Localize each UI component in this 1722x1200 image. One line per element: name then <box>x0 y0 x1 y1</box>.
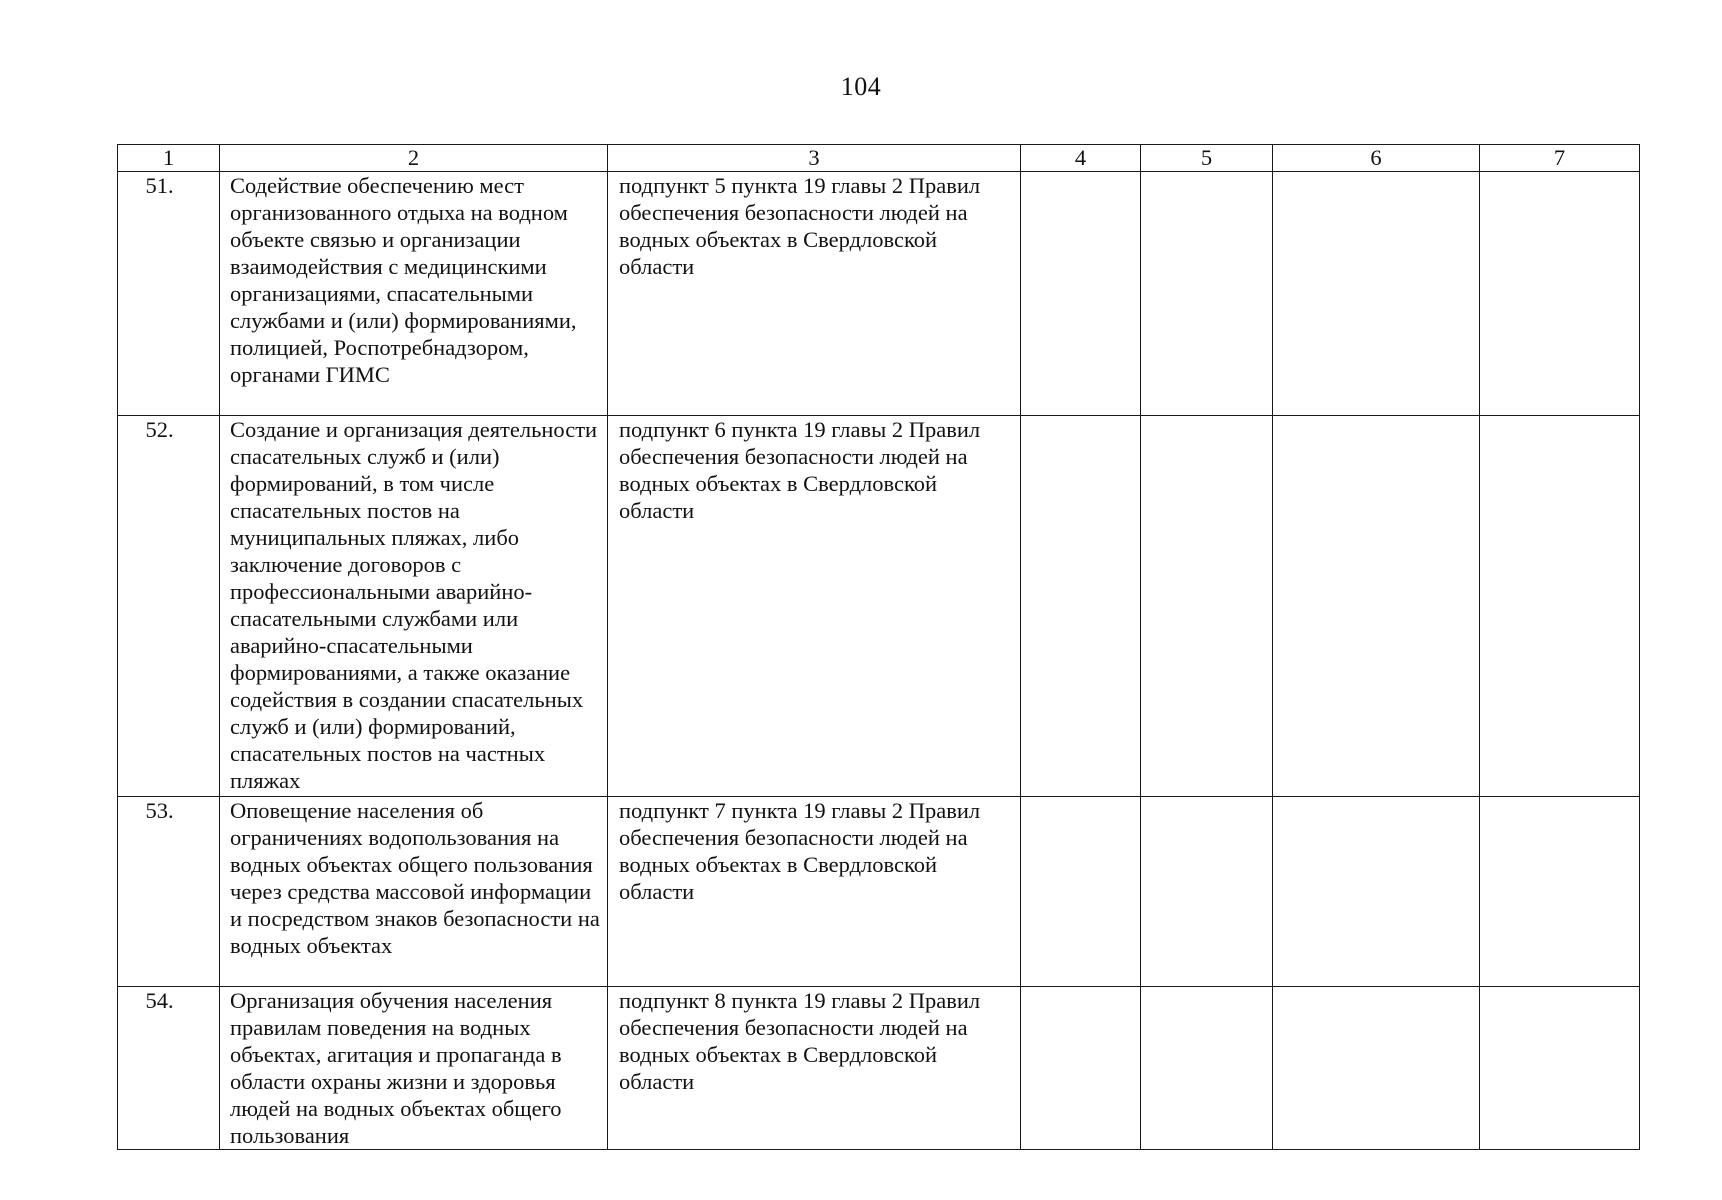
cell-col-5 <box>1141 797 1273 987</box>
legal-basis: подпункт 5 пункта 19 главы 2 Правил обеспечения безопасности людей на водных объектах в Свердловской области <box>608 172 1021 416</box>
table-row <box>118 797 1640 987</box>
cell-col-7 <box>1480 416 1640 797</box>
cell-col-7 <box>1480 987 1640 1150</box>
cell-col-5 <box>1141 416 1273 797</box>
row-number: 54. <box>118 987 220 1150</box>
column-header-7: 7 <box>1480 145 1640 172</box>
cell-col-6 <box>1273 172 1480 416</box>
cell-col-7 <box>1480 172 1640 416</box>
cell-col-6 <box>1273 987 1480 1150</box>
legal-basis: подпункт 6 пункта 19 главы 2 Правил обеспечения безопасности людей на водных объектах в Свердловской области <box>608 416 1021 797</box>
cell-col-4 <box>1021 416 1141 797</box>
row-number: 52. <box>118 416 220 797</box>
cell-col-5 <box>1141 987 1273 1150</box>
cell-col-6 <box>1273 416 1480 797</box>
column-header-5: 5 <box>1141 145 1273 172</box>
column-header-3: 3 <box>608 145 1021 172</box>
column-header-2: 2 <box>220 145 608 172</box>
cell-col-4 <box>1021 987 1141 1150</box>
page-number: 104 <box>840 72 882 101</box>
table-row <box>118 172 1640 416</box>
cell-col-4 <box>1021 172 1141 416</box>
measure-name: Организация обучения населения правилам поведения на водных объектах, агитация и пропаганда в области охраны жизни и здоровья людей на водных объектах общего пользования <box>220 987 608 1150</box>
column-header-6: 6 <box>1273 145 1480 172</box>
column-header-1: 1 <box>118 145 220 172</box>
measure-name: Оповещение населения об ограничениях водопользования на водных объектах общего пользования через средства массовой информации и посредством знаков безопасности на водных объектах <box>220 797 608 987</box>
table-row <box>118 987 1640 1150</box>
legal-basis: подпункт 8 пункта 19 главы 2 Правил обеспечения безопасности людей на водных объектах в Свердловской области <box>608 987 1021 1150</box>
row-number: 51. <box>118 172 220 416</box>
cell-col-6 <box>1273 797 1480 987</box>
column-header-4: 4 <box>1021 145 1141 172</box>
requirements-table <box>117 144 1640 1150</box>
cell-col-7 <box>1480 797 1640 987</box>
cell-col-5 <box>1141 172 1273 416</box>
table-row <box>118 416 1640 797</box>
measure-name: Создание и организация деятельности спасательных служб и (или) формирований, в том числе спасательных постов на муниципальных пляжах, либо заключение договоров с профессиональными аварийно-спасательными службами или аварийно-спасательными формированиями, а также оказание содействия в создании спасательных служб и (или) формирований, спасательных постов на частных пляжах <box>220 416 608 797</box>
cell-col-4 <box>1021 797 1141 987</box>
legal-basis: подпункт 7 пункта 19 главы 2 Правил обеспечения безопасности людей на водных объектах в Свердловской области <box>608 797 1021 987</box>
header-row <box>118 145 1640 172</box>
measure-name: Содействие обеспечению мест организованного отдыха на водном объекте связью и организации взаимодействия с медицинскими организациями, спасательными службами и (или) формированиями, полицией, Роспотребнадзором, органами ГИМС <box>220 172 608 416</box>
row-number: 53. <box>118 797 220 987</box>
